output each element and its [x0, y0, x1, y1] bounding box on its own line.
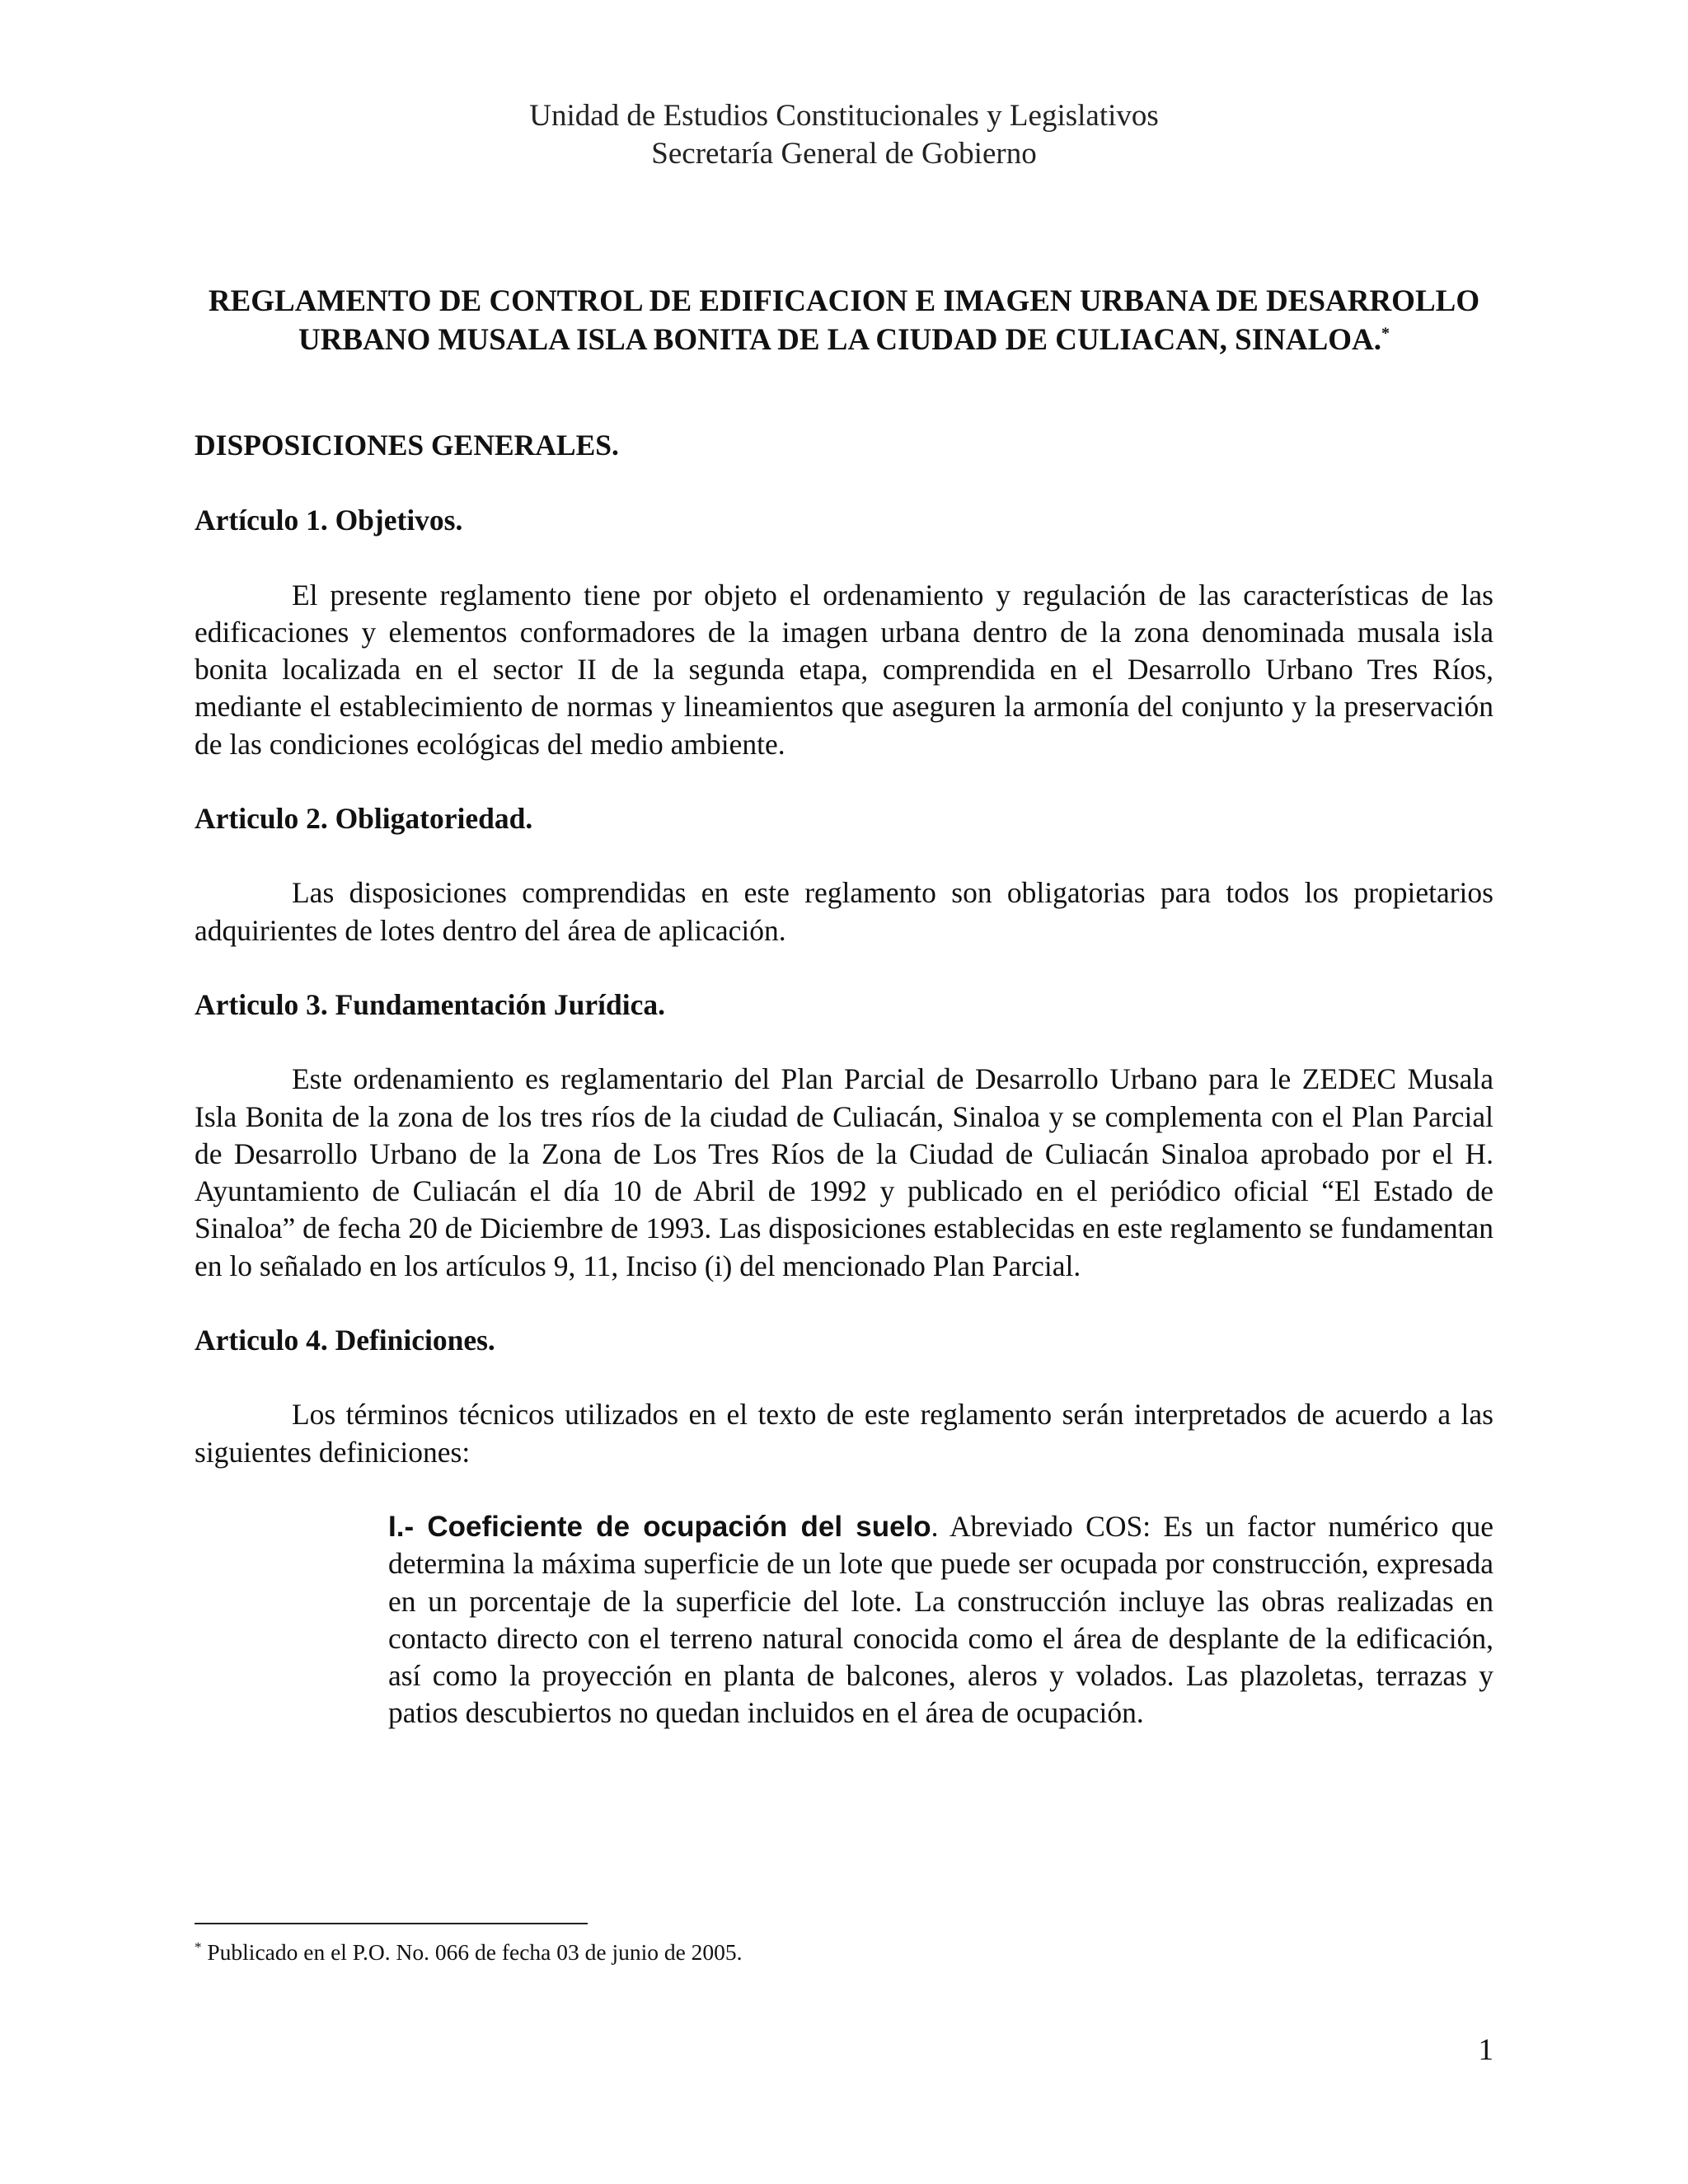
definition-text: . Abreviado COS: Es un factor numérico que determina la máxima superficie de un lote que puede ser ocupada por construcción, expresada en un porcentaje de la superficie del lote. La construcción incluye las obras realizadas en contacto directo con el terreno natural conocida como el área de desplante de la edificación, así como la proyección en planta de balcones, aleros y volados. Las plazoletas, terrazas y patios descubiertos no quedan incluidos en el área de ocupación.	[388, 1509, 1493, 1730]
article-4-paragraph: Los términos técnicos utilizados en el texto de este reglamento serán interpretados de acuerdo a las siguientes definiciones:	[195, 1398, 1493, 1469]
article-2-heading: Articulo 2. Obligatoriedad.	[195, 802, 533, 836]
article-3-paragraph: Este ordenamiento es reglamentario del Plan Parcial de Desarrollo Urbano para le ZEDEC Musala Isla Bonita de la zona de los tres ríos de la ciudad de Culiacán, Sinaloa y se complementa con el Plan Parcial de Desarrollo Urbano de la Zona de Los Tres Ríos de la Ciudad de Culiacán Sinaloa aprobado por el H. Ayuntamiento de Culiacán el día 10 de Abril de 1992 y publicado en el periódico oficial “El Estado de Sinaloa” de fecha 20 de Diciembre de 1993. Las disposiciones establecidas en este reglamento se fundamentan en lo señalado en los artículos 9, 11, Inciso (i) del mencionado Plan Parcial.	[195, 1062, 1493, 1282]
article-2-paragraph: Las disposiciones comprendidas en este reglamento son obligatorias para todos los propietarios adquirientes de lotes dentro del área de aplicación.	[195, 876, 1493, 947]
footnote-divider	[195, 1923, 588, 1924]
document-body	[195, 427, 1493, 1732]
page-header	[0, 97, 1688, 173]
header-line-unit: Unidad de Estudios Constitucionales y Legislativos	[529, 99, 1159, 133]
article-4-heading: Articulo 4. Definiciones.	[195, 1324, 495, 1357]
page-number: 1	[1478, 2033, 1493, 2067]
document-title-text: REGLAMENTO DE CONTROL DE EDIFICACION E IMAGEN URBANA DE DESARROLLO URBANO MUSALA ISLA BONITA DE LA CIUDAD DE CULIACAN, SINALOA.	[208, 284, 1480, 357]
article-1-paragraph: El presente reglamento tiene por objeto el ordenamiento y regulación de las características de las edificaciones y elementos conformadores de la imagen urbana dentro de la zona denominada musala isla bonita localizada en el sector II de la segunda etapa, comprendida en el Desarrollo Urbano Tres Ríos, mediante el establecimiento de normas y lineamientos que aseguren la armonía del conjunto y la preservación de las condiciones ecológicas del medio ambiente.	[195, 578, 1493, 761]
header-line-secretariat: Secretaría General de Gobierno	[651, 137, 1037, 171]
definition-item	[388, 1508, 1493, 1732]
footnote-text: Publicado en el P.O. No. 066 de fecha 03 de junio de 2005.	[201, 1939, 743, 1965]
title-footnote-marker: *	[1381, 324, 1390, 343]
article-3-heading: Articulo 3. Fundamentación Jurídica.	[195, 987, 665, 1021]
footnote	[195, 1938, 1493, 1966]
document-title	[195, 282, 1493, 359]
footnote-marker: *	[195, 1938, 202, 1955]
section-heading: DISPOSICIONES GENERALES.	[195, 429, 619, 462]
article-1-heading: Artículo 1. Objetivos.	[195, 504, 463, 537]
definition-term: I.- Coeficiente de ocupación del suelo	[388, 1510, 931, 1543]
